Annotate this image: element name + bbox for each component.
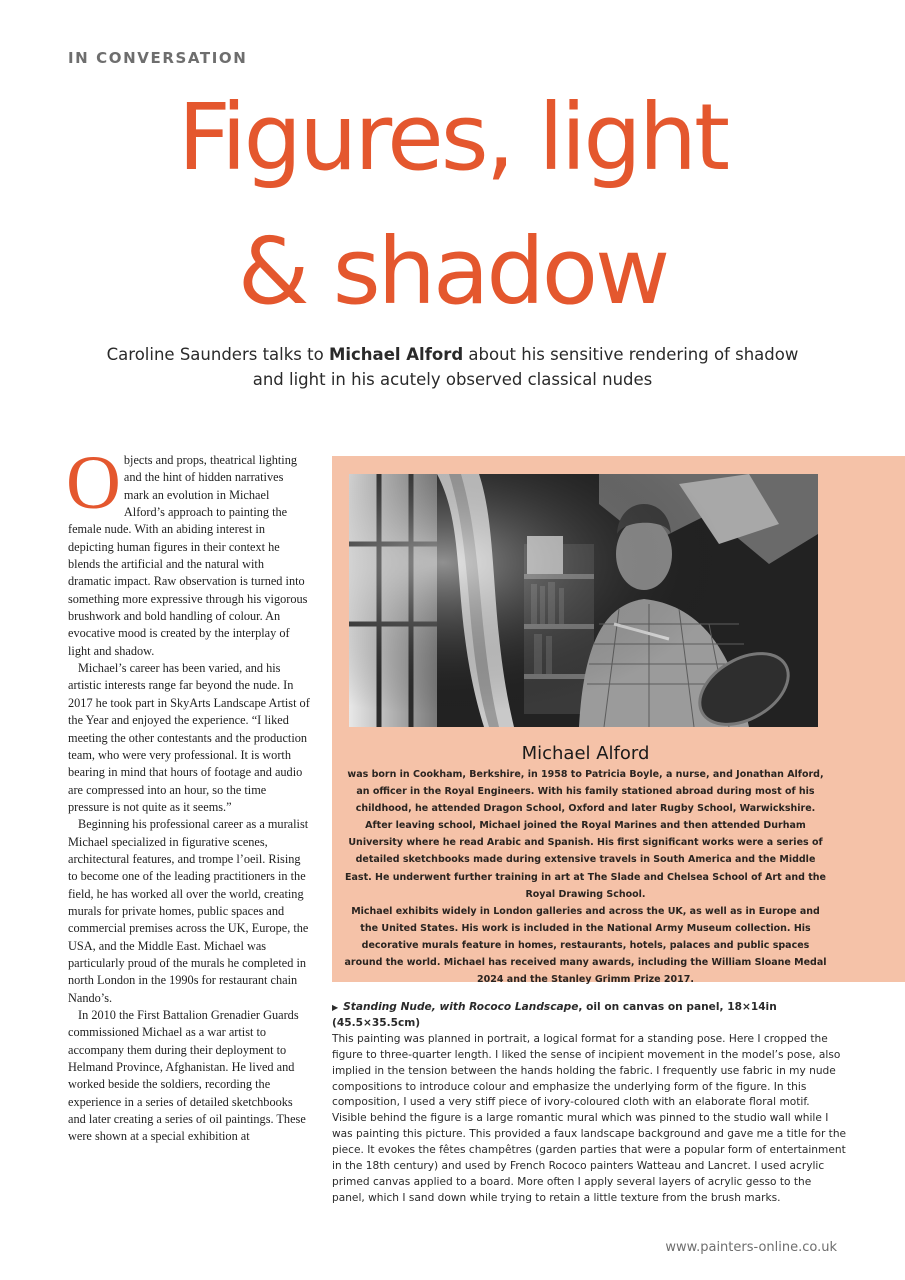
article-paragraph: Michael’s career has been varied, and his artistic interests range far beyond the nude. In 2017 he took part in SkyArts Landscape Artist of the Year and enjoyed the experience. “I liked meeting the other contestants and the production team, who were very professional. It is worth bearing in mind that hours of footage and audio are compressed into an hour, so the time pressure is not quite as it seems.” xyxy=(68,661,310,814)
article-paragraph: In 2010 the First Battalion Grenadier Guards commissioned Michael as a war artist to accompany them during their deployment to Helmand Province, Afghanistan. He lived and worked beside the soldiers, recording the experience in a series of detailed sketchbooks and later creating a series of oil paintings. These were shown at a special exhibition at xyxy=(68,1008,306,1144)
artist-bio-panel xyxy=(332,456,905,986)
standfirst-lead: Caroline Saunders talks to xyxy=(106,345,329,364)
painting-caption xyxy=(332,1000,847,1207)
artist-name: Michael Alford xyxy=(328,345,464,364)
bio-name: Michael Alford xyxy=(521,743,650,764)
bio-paragraph: was born in Cookham, Berkshire, in 1958 to Patricia Boyle, a nurse, and Jonathan Alford, an officer in the Royal Engineers. With his family stationed abroad during most of his childhood, he attended Dragon School, Oxford and later Rugby School, Warwickshire. After leaving school, Michael joined the Royal Marines and then attended Durham University where he read Arabic and Spanish. His first significant works were a series of detailed sketchbooks made during extensive travels in South America and the Middle East. He underwent further training in art at The Slade and Chelsea School of Art and the Royal Drawing School. xyxy=(345,769,826,900)
section-kicker: IN CONVERSATION xyxy=(68,49,248,67)
article-body xyxy=(66,441,310,1146)
artist-photo xyxy=(349,474,818,727)
article-paragraph xyxy=(66,441,310,660)
headline-line-1: Figures, light xyxy=(177,84,728,191)
caption-arrow-icon: ▶ xyxy=(332,1003,339,1012)
caption-text: This painting was planned in portrait, a logical format for a standing pose. Here I cropped the figure to three-quarter length. I liked the sense of incipient movement in the model’s pose, also implied in the tension between the hands holding the fabric. I frequently use fabric in my nude compositions to introduce colour and emphasize the underlying form of the figure. In this composition, I used a very stiff piece of ivory-coloured cloth with an elaborate floral motif. Visible behind the figure is a large romantic mural which was pinned to the studio wall while I was painting this picture. This provided a faux landscape background and gave me a title for the piece. It evokes the fêtes champêtres (garden parties that were a popular form of entertainment in the 18th century) and used by French Rococo painters Watteau and Lancret. I used acrylic primed canvas applied to a board. More often I apply several layers of acrylic gesso to the panel, which I sand down while trying to retain a little texture from the brush marks. xyxy=(332,1032,847,1204)
bio-paragraph: Michael exhibits widely in London galleries and across the UK, as well as in Europe and the United States. His work is included in the National Army Museum collection. His decorative murals feature in homes, restaurants, hotels, palaces and public spaces around the world. Michael has received many awards, including the William Sloane Medal 2024 and the Stanley Grimm Prize 2017. xyxy=(344,905,827,986)
headline-line-2: & shadow xyxy=(237,218,668,325)
standfirst-rest: about his sensitive rendering of shadow and light in his acutely observed classical nudes xyxy=(252,345,799,389)
standfirst xyxy=(100,342,805,392)
footer-url: www.painters-online.co.uk xyxy=(665,1240,837,1255)
caption-heading xyxy=(332,1001,777,1029)
paragraph-text: bjects and props, theatrical lighting and the hint of hidden narratives mark an evolution in Michael Alford’s approach to painting the female nude. With an abiding interest in depicting human figures in their context he blends the artificial and the natural with dramatic impact. Raw observation is turned into something more expressive through his vigorous brushwork and bold handling of colour. An evocative mood is created by the interplay of light and shadow. xyxy=(68,453,308,658)
painting-medium: , oil on canvas on panel, 18×14in (45.5×35.5cm) xyxy=(332,1001,777,1029)
painting-title: Standing Nude, with Rococo Landscape xyxy=(343,1001,579,1013)
drop-cap: O xyxy=(66,441,121,525)
article-paragraph: Beginning his professional career as a muralist Michael specialized in figurative scenes, architectural features, and trompe l’oeil. Rising to become one of the leading practitioners in the field, he has worked all over the world, creating murals for private homes, public spaces and commercial premises across the UK, Europe, the USA, and the Middle East. Michael was particularly proud of the murals he completed in north London in the 1990s for restaurant chain Nando’s. xyxy=(68,817,309,1005)
bio-text xyxy=(344,766,827,988)
